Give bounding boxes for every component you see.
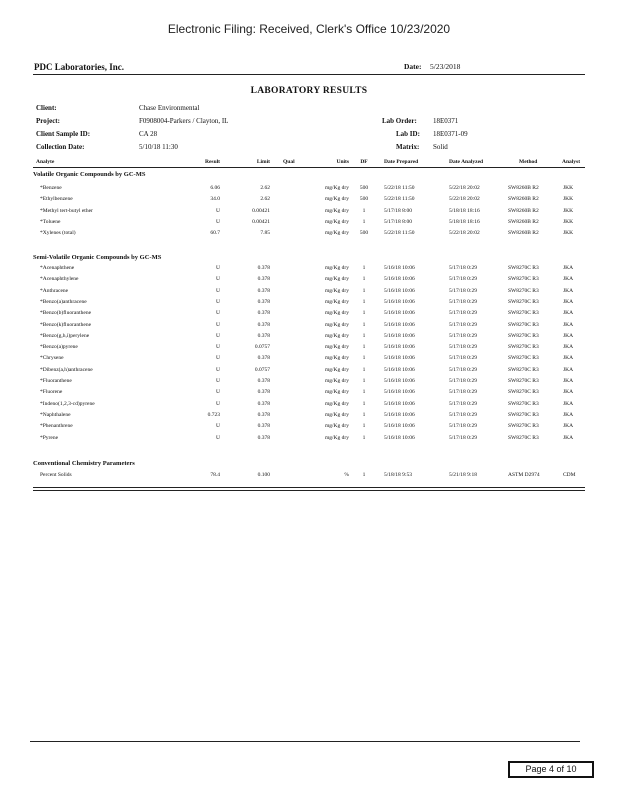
df-header: DF bbox=[360, 159, 368, 165]
analyte-cell: *Xylenes (total) bbox=[40, 230, 76, 237]
method-cell: SW8270C R3 bbox=[508, 344, 539, 351]
date-analyzed-cell: 5/21/18 9:18 bbox=[449, 472, 477, 478]
analyte-cell: *Anthracene bbox=[40, 287, 69, 294]
date-prepared-cell: 5/16/18 10:06 bbox=[384, 287, 415, 294]
section-title: Conventional Chemistry Parameters bbox=[33, 460, 135, 467]
units-cell: mg/Kg dry bbox=[325, 287, 349, 294]
method-cell: SW8270C R3 bbox=[508, 389, 539, 396]
method-cell: SW8270C R3 bbox=[508, 355, 539, 362]
analyte-cell: *Fluoranthene bbox=[40, 378, 72, 384]
limit-cell: 0.378 bbox=[257, 265, 270, 271]
method-cell: SW8270C R3 bbox=[508, 400, 539, 407]
units-cell: mg/Kg dry bbox=[325, 400, 349, 407]
units-cell: mg/Kg dry bbox=[325, 423, 349, 430]
date-prepared-cell: 5/16/18 10:06 bbox=[384, 276, 415, 283]
units-cell: mg/Kg dry bbox=[325, 389, 349, 396]
result-cell: U bbox=[216, 355, 220, 362]
date-prepared-cell: 5/16/18 10:06 bbox=[384, 298, 415, 305]
analyst-cell: JKK bbox=[563, 230, 574, 237]
date-prepared-cell: 5/16/18 10:06 bbox=[384, 400, 415, 407]
analyte-cell: *Acenaphthene bbox=[40, 265, 75, 271]
df-cell: 1 bbox=[362, 332, 366, 339]
page-number: Page 4 of 10 bbox=[508, 761, 594, 778]
analyte-cell: *Benzo(a)anthracene bbox=[40, 298, 87, 305]
date-prepared-cell: 5/16/18 10:06 bbox=[384, 434, 415, 441]
method-cell: SW8270C R3 bbox=[508, 411, 539, 418]
method-cell: SW8260B R2 bbox=[508, 207, 539, 214]
lab-id-value: 18E0371-09 bbox=[433, 130, 468, 138]
result-cell: U bbox=[216, 332, 220, 339]
analyst-cell: JKA bbox=[563, 389, 574, 396]
result-cell: U bbox=[216, 344, 220, 351]
units-cell: mg/Kg dry bbox=[325, 196, 349, 203]
project-label: Project: bbox=[36, 117, 60, 125]
analyte-cell: *Benzo(b)fluoranthene bbox=[40, 310, 92, 317]
df-cell: 1 bbox=[362, 472, 366, 478]
limit-cell: 0.378 bbox=[257, 378, 270, 384]
analyst-cell: JKK bbox=[563, 218, 574, 225]
units-cell: mg/Kg dry bbox=[325, 332, 349, 339]
filing-stamp: Electronic Filing: Received, Clerk's Office 10/23/2020 bbox=[167, 22, 451, 36]
units-cell: mg/Kg dry bbox=[325, 321, 349, 328]
df-cell: 1 bbox=[362, 310, 366, 317]
date-prepared-cell: 5/22/18 11:50 bbox=[384, 230, 415, 237]
analyst-cell: JKA bbox=[563, 287, 574, 294]
limit-cell: 0.378 bbox=[257, 298, 270, 305]
result-header: Result bbox=[205, 159, 220, 165]
result-cell: U bbox=[216, 423, 220, 430]
units-cell: mg/Kg dry bbox=[325, 276, 349, 283]
analyte-cell: *Fluorene bbox=[40, 389, 63, 396]
analyst-cell: JKK bbox=[563, 185, 574, 191]
result-cell: 6.06 bbox=[210, 185, 220, 191]
result-cell: U bbox=[216, 207, 220, 214]
lab-order-value: 18E0371 bbox=[433, 117, 459, 125]
result-cell: U bbox=[216, 287, 220, 294]
date-analyzed-cell: 5/17/18 0:29 bbox=[449, 434, 477, 441]
df-cell: 1 bbox=[362, 434, 366, 441]
limit-cell: 0.378 bbox=[257, 434, 270, 441]
date-analyzed-cell: 5/17/18 0:29 bbox=[449, 332, 477, 339]
date-analyzed-cell: 5/22/18 20:02 bbox=[449, 185, 480, 191]
analyst-cell: JKA bbox=[563, 321, 574, 328]
analyst-cell: JKA bbox=[563, 378, 574, 384]
date-analyzed-cell: 5/17/18 0:29 bbox=[449, 298, 477, 305]
client-value: Chase Environmental bbox=[139, 104, 200, 112]
result-cell: U bbox=[216, 366, 220, 373]
matrix-label: Matrix: bbox=[396, 143, 420, 151]
date-analyzed-cell: 5/17/18 0:29 bbox=[449, 411, 477, 418]
method-cell: SW8260B R2 bbox=[508, 196, 539, 203]
method-cell: SW8260B R2 bbox=[508, 185, 539, 191]
table-end-rule bbox=[33, 487, 585, 488]
limit-cell: 0.100 bbox=[257, 472, 270, 478]
units-cell: mg/Kg dry bbox=[325, 344, 349, 351]
method-cell: SW8260B R2 bbox=[508, 230, 539, 237]
date-label: Date: bbox=[404, 62, 422, 71]
date-analyzed-cell: 5/17/18 0:29 bbox=[449, 400, 477, 407]
date-analyzed-cell: 5/17/18 0:29 bbox=[449, 276, 477, 283]
method-cell: SW8270C R3 bbox=[508, 287, 539, 294]
date-prepared-cell: 5/16/18 10:06 bbox=[384, 344, 415, 351]
limit-cell: 2.62 bbox=[260, 185, 270, 191]
limit-cell: 0.0757 bbox=[254, 366, 270, 373]
analyte-cell: *Toluene bbox=[40, 218, 61, 225]
analyte-cell: *Chrysene bbox=[40, 355, 64, 362]
limit-cell: 0.00421 bbox=[252, 207, 270, 214]
df-cell: 1 bbox=[362, 400, 366, 407]
collection-date-label: Collection Date: bbox=[36, 143, 85, 151]
df-cell: 500 bbox=[359, 230, 369, 237]
date-prepared-cell: 5/16/18 10:06 bbox=[384, 378, 415, 384]
analyst-cell: JKA bbox=[563, 298, 574, 305]
collection-date-value: 5/10/18 11:30 bbox=[139, 143, 178, 151]
result-cell: 34.0 bbox=[210, 196, 220, 203]
method-cell: SW8270C R3 bbox=[508, 298, 539, 305]
limit-cell: 0.00421 bbox=[252, 218, 270, 225]
df-cell: 500 bbox=[359, 185, 369, 191]
project-value: F0908004-Parkers / Clayton, IL bbox=[139, 117, 229, 125]
date-analyzed-cell: 5/18/18 18:16 bbox=[449, 218, 480, 225]
date-prepared-cell: 5/16/18 10:06 bbox=[384, 389, 415, 396]
limit-cell: 0.378 bbox=[257, 321, 270, 328]
analyst-cell: JKA bbox=[563, 355, 574, 362]
result-cell: U bbox=[216, 389, 220, 396]
df-cell: 1 bbox=[362, 355, 366, 362]
date-analyzed-cell: 5/18/18 18:16 bbox=[449, 207, 480, 214]
result-cell: U bbox=[216, 218, 220, 225]
df-cell: 1 bbox=[362, 207, 366, 214]
analyst-cell: JKA bbox=[563, 310, 574, 317]
result-cell: U bbox=[216, 434, 220, 441]
units-cell: mg/Kg dry bbox=[325, 265, 349, 271]
df-cell: 1 bbox=[362, 344, 366, 351]
analyte-cell: *Benzo(g,h,i)perylene bbox=[40, 332, 90, 339]
matrix-value: Solid bbox=[433, 143, 448, 151]
footer-rule bbox=[30, 741, 580, 742]
section-title: Semi-Volatile Organic Compounds by GC-MS bbox=[33, 254, 162, 261]
analyte-cell: *Benzene bbox=[40, 185, 62, 191]
df-cell: 1 bbox=[362, 298, 366, 305]
date-analyzed-cell: 5/17/18 0:29 bbox=[449, 366, 477, 373]
method-cell: SW8270C R3 bbox=[508, 434, 539, 441]
method-cell: SW8270C R3 bbox=[508, 366, 539, 373]
limit-cell: 0.378 bbox=[257, 287, 270, 294]
method-cell: SW8270C R3 bbox=[508, 321, 539, 328]
date-analyzed-cell: 5/22/18 20:02 bbox=[449, 230, 480, 237]
df-cell: 1 bbox=[362, 287, 366, 294]
limit-cell: 7.85 bbox=[260, 230, 270, 237]
method-cell: SW8260B R2 bbox=[508, 218, 539, 225]
analyst-cell: JKA bbox=[563, 411, 574, 418]
lab-id-label: Lab ID: bbox=[396, 130, 420, 138]
analyst-cell: JKA bbox=[563, 366, 574, 373]
section-title: Volatile Organic Compounds by GC-MS bbox=[33, 171, 146, 178]
units-cell: mg/Kg dry bbox=[325, 185, 349, 191]
units-cell: mg/Kg dry bbox=[325, 355, 349, 362]
lab-order-label: Lab Order: bbox=[382, 117, 417, 125]
analyte-header: Analyte bbox=[36, 159, 55, 165]
date-analyzed-header: Date Analyzed bbox=[449, 159, 484, 165]
df-cell: 1 bbox=[362, 411, 366, 418]
date-prepared-cell: 5/17/18 8:00 bbox=[384, 207, 412, 214]
date-analyzed-cell: 5/17/18 0:29 bbox=[449, 344, 477, 351]
limit-cell: 0.378 bbox=[257, 411, 270, 418]
limit-cell: 0.378 bbox=[257, 389, 270, 396]
result-cell: U bbox=[216, 310, 220, 317]
date-analyzed-cell: 5/22/18 20:02 bbox=[449, 196, 480, 203]
units-cell: % bbox=[344, 472, 349, 478]
date-prepared-cell: 5/16/18 10:06 bbox=[384, 332, 415, 339]
df-cell: 1 bbox=[362, 265, 366, 271]
analyst-cell: JKA bbox=[563, 265, 574, 271]
method-cell: SW8270C R3 bbox=[508, 276, 539, 283]
date-prepared-cell: 5/22/18 11:50 bbox=[384, 185, 415, 191]
limit-cell: 0.378 bbox=[257, 355, 270, 362]
date-prepared-cell: 5/16/18 10:06 bbox=[384, 310, 415, 317]
method-cell: SW8270C R3 bbox=[508, 310, 539, 317]
limit-cell: 2.62 bbox=[260, 196, 270, 203]
method-cell: SW8270C R3 bbox=[508, 265, 539, 271]
date-prepared-cell: 5/16/18 10:06 bbox=[384, 321, 415, 328]
df-cell: 1 bbox=[362, 366, 366, 373]
date-prepared-cell: 5/17/18 8:00 bbox=[384, 218, 412, 225]
result-cell: 60.7 bbox=[210, 230, 220, 237]
date-analyzed-cell: 5/17/18 0:29 bbox=[449, 310, 477, 317]
analyst-cell: JKK bbox=[563, 196, 574, 203]
df-cell: 1 bbox=[362, 276, 366, 283]
result-cell: U bbox=[216, 298, 220, 305]
analyst-cell: JKA bbox=[563, 400, 574, 407]
analyte-cell: *Benzo(k)fluoranthene bbox=[40, 321, 92, 328]
header-rule bbox=[33, 74, 585, 75]
analyst-cell: JKA bbox=[563, 344, 574, 351]
table-end-rule-2 bbox=[33, 490, 585, 491]
units-header: Units bbox=[336, 159, 349, 165]
method-cell: SW8270C R3 bbox=[508, 332, 539, 339]
date-prepared-cell: 5/22/18 11:50 bbox=[384, 196, 415, 203]
sample-id-label: Client Sample ID: bbox=[36, 130, 91, 138]
method-cell: SW8270C R3 bbox=[508, 423, 539, 430]
analyte-cell: *Acenaphthylene bbox=[40, 276, 79, 283]
method-header: Method bbox=[519, 159, 538, 165]
qual-header: Qual bbox=[283, 159, 295, 165]
date-prepared-cell: 5/16/18 10:06 bbox=[384, 411, 415, 418]
date-prepared-cell: 5/16/18 10:06 bbox=[384, 265, 415, 271]
units-cell: mg/Kg dry bbox=[325, 298, 349, 305]
df-cell: 500 bbox=[359, 196, 369, 203]
df-cell: 1 bbox=[362, 218, 366, 225]
analyte-cell: *Methyl tert-butyl ether bbox=[40, 207, 93, 214]
df-cell: 1 bbox=[362, 389, 366, 396]
analyte-cell: *Phenanthrene bbox=[40, 423, 73, 430]
date-prepared-cell: 5/18/18 9:53 bbox=[384, 472, 412, 478]
units-cell: mg/Kg dry bbox=[325, 207, 349, 214]
limit-header: Limit bbox=[256, 159, 270, 165]
units-cell: mg/Kg dry bbox=[325, 218, 349, 225]
method-cell: SW8270C R3 bbox=[508, 378, 539, 384]
analyst-header: Analyst bbox=[562, 159, 581, 165]
date-analyzed-cell: 5/17/18 0:29 bbox=[449, 389, 477, 396]
analyst-cell: JKA bbox=[563, 423, 574, 430]
result-cell: U bbox=[216, 265, 220, 271]
result-cell: 78.4 bbox=[210, 472, 220, 478]
method-cell: ASTM D2974 bbox=[508, 472, 540, 478]
limit-cell: 0.378 bbox=[257, 423, 270, 430]
result-cell: U bbox=[216, 321, 220, 328]
analyst-cell: JKA bbox=[563, 434, 574, 441]
df-cell: 1 bbox=[362, 321, 366, 328]
company-name: PDC Laboratories, Inc. bbox=[34, 62, 124, 72]
units-cell: mg/Kg dry bbox=[325, 411, 349, 418]
result-cell: 0.723 bbox=[207, 411, 220, 418]
page-title: LABORATORY RESULTS bbox=[250, 86, 368, 96]
analyte-cell: *Dibenz(a,h)anthracene bbox=[40, 366, 93, 373]
table-header-rule bbox=[33, 167, 585, 168]
result-cell: U bbox=[216, 378, 220, 384]
analyst-cell: JKA bbox=[563, 332, 574, 339]
analyte-cell: *Naphthalene bbox=[40, 411, 71, 418]
limit-cell: 0.378 bbox=[257, 332, 270, 339]
analyte-cell: *Ethylbenzene bbox=[40, 196, 73, 203]
units-cell: mg/Kg dry bbox=[325, 434, 349, 441]
analyst-cell: CDM bbox=[563, 472, 576, 478]
result-cell: U bbox=[216, 276, 220, 283]
date-value: 5/23/2018 bbox=[430, 62, 461, 71]
date-prepared-cell: 5/16/18 10:06 bbox=[384, 355, 415, 362]
limit-cell: 0.378 bbox=[257, 310, 270, 317]
date-analyzed-cell: 5/17/18 0:29 bbox=[449, 287, 477, 294]
date-analyzed-cell: 5/17/18 0:29 bbox=[449, 321, 477, 328]
analyte-cell: *Indeno(1,2,3-cd)pyrene bbox=[40, 400, 95, 407]
date-analyzed-cell: 5/17/18 0:29 bbox=[449, 355, 477, 362]
limit-cell: 0.378 bbox=[257, 276, 270, 283]
date-analyzed-cell: 5/17/18 0:29 bbox=[449, 423, 477, 430]
df-cell: 1 bbox=[362, 378, 366, 384]
units-cell: mg/Kg dry bbox=[325, 378, 349, 384]
sample-id-value: CA 28 bbox=[139, 130, 158, 138]
client-label: Client: bbox=[36, 104, 57, 112]
date-analyzed-cell: 5/17/18 0:29 bbox=[449, 378, 477, 384]
date-prepared-header: Date Prepared bbox=[384, 159, 419, 165]
analyte-cell: *Pyrene bbox=[40, 434, 59, 441]
date-prepared-cell: 5/16/18 10:06 bbox=[384, 366, 415, 373]
units-cell: mg/Kg dry bbox=[325, 230, 349, 237]
date-analyzed-cell: 5/17/18 0:29 bbox=[449, 265, 477, 271]
analyst-cell: JKK bbox=[563, 207, 574, 214]
limit-cell: 0.0757 bbox=[254, 344, 270, 351]
result-cell: U bbox=[216, 400, 220, 407]
limit-cell: 0.378 bbox=[257, 400, 270, 407]
date-prepared-cell: 5/16/18 10:06 bbox=[384, 423, 415, 430]
analyte-cell: *Benzo(a)pyrene bbox=[40, 344, 78, 351]
units-cell: mg/Kg dry bbox=[325, 366, 349, 373]
analyte-cell: Percent Solids bbox=[40, 472, 72, 478]
df-cell: 1 bbox=[362, 423, 366, 430]
units-cell: mg/Kg dry bbox=[325, 310, 349, 317]
analyst-cell: JKA bbox=[563, 276, 574, 283]
